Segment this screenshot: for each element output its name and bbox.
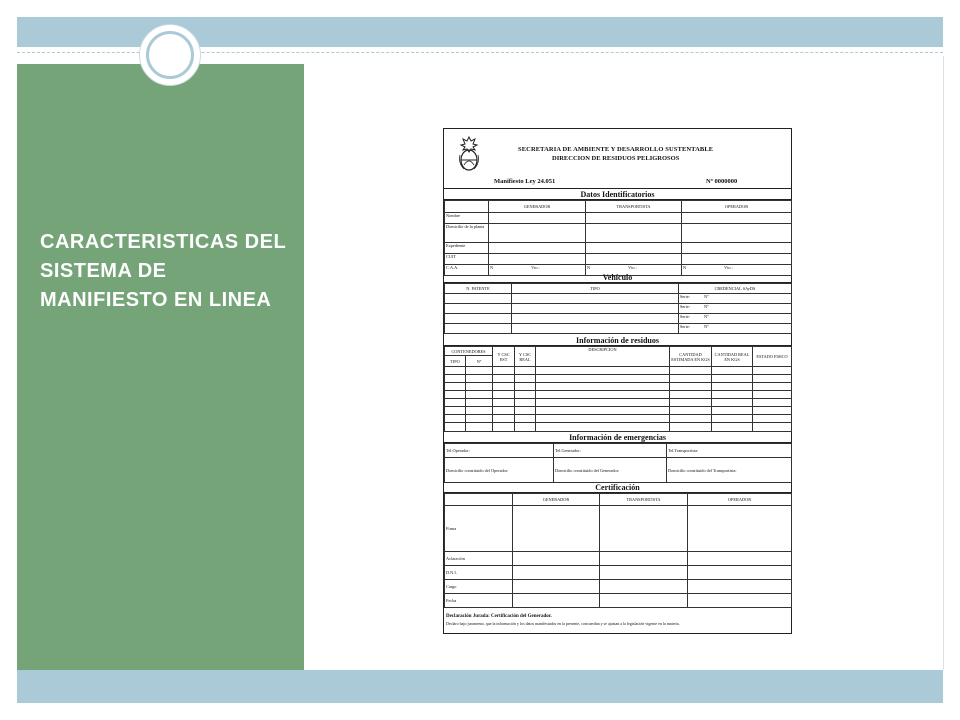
slide-title: CARACTERISTICAS DEL SISTEMA DE MANIFIESTO EN LINEA [40,231,286,311]
declaracion-title: Declaración Jurada: Certificación del Generador. [446,614,552,619]
section-emergencias-title: Información de emergencias [444,432,791,443]
tel-generador: Tel.Generador: [554,444,667,458]
col-tipo: TIPO [445,356,466,367]
section-vehiculo-title: Vehículo [444,272,791,283]
serie-cell [679,304,792,314]
serie-label: Serie: [680,304,691,309]
declaracion-text: Declaro bajo juramento, que la información y los datos manifestados en la presente, concuerdan y se ajustan a la legislación vigente en la materia. [446,621,680,626]
residuos-table [444,346,792,432]
emergencias-table [444,443,792,483]
side-panel [17,64,304,670]
manifest-number: Nº 0000000 [706,178,738,185]
datos-col-operador: OPERADOR [682,201,792,213]
caa-n: N [587,265,591,270]
nro-label: Nº [704,304,709,309]
serie-cell [679,324,792,334]
org-line-1: SECRETARIA DE AMBIENTE Y DESARROLLO SUSTENTABLE [518,146,714,153]
datos-col-generador: GENERADOR [489,201,586,213]
datos-row-label: Nombre [445,213,489,224]
serie-cell [679,314,792,324]
datos-row-label: C.A.A. [445,265,489,276]
vehiculo-table [444,283,792,334]
caa-n: N [490,265,494,270]
bottom-accent-bar [17,670,943,703]
serie-label: Serie: [680,324,691,329]
cert-col-operador: OPERADOR [688,494,792,506]
col-cant-est: CANTIDAD ESTIMADA EN KGS [670,347,712,367]
circle-ornament [139,24,201,86]
cert-col-transportista: TRANSPORTISTA [600,494,688,506]
tel-transportista: Tel.Transportista: [667,444,792,458]
col-y-est: Y CSC EST [493,347,515,367]
nro-label: Nº [704,324,709,329]
section-datos-title: Datos Identificatorios [444,189,791,200]
serie-cell [679,294,792,304]
form-header [444,129,791,189]
circle-ring [146,31,194,79]
section-residuos-title: Información de residuos [444,335,791,346]
declaracion-block [446,613,790,628]
cert-col-generador: GENERADOR [513,494,600,506]
caa-vto: Vto.: [724,265,733,270]
dom-generador: Domicilio constituido del Generador: [554,458,667,483]
col-contenedores: CONTENEDORES [445,347,493,356]
caa-n: N [683,265,687,270]
certificacion-table [444,493,792,608]
datos-col-transportista: TRANSPORTISTA [586,201,682,213]
datos-row-label: CUIT [445,254,489,265]
cert-row-label: D.N.I. [445,566,513,580]
cert-row-label: Aclaración [445,552,513,566]
manifest-form-image [443,128,792,634]
caa-vto: Vto.: [628,265,637,270]
right-border-line [943,56,944,670]
tel-operador: Tel.Operador: [445,444,554,458]
cert-row-label: Fecha [445,594,513,608]
datos-row-label: Domicilio de la planta [445,224,489,243]
col-cant-real: CANTIDAD REAL EN KGS [712,347,753,367]
datos-row-label: Expediente [445,243,489,254]
section-certificacion-title: Certificación [444,482,791,493]
cert-row-label: Firma [445,506,513,552]
col-y-real: Y CSC REAL [515,347,536,367]
nro-label: Nº [704,314,709,319]
dom-operador: Domicilio constituido del Operador: [445,458,554,483]
col-descripcion: DESCRIPCION [536,347,670,367]
org-line-2: DIRECCION DE RESIDUOS PELIGROSOS [552,155,680,162]
coat-of-arms-icon [458,135,480,171]
col-estado: ESTADO FISICO [753,347,792,367]
serie-label: Serie: [680,314,691,319]
cert-row-label: Cargo [445,580,513,594]
nro-label: Nº [704,294,709,299]
vehiculo-col-patente: N. PATENTE [445,284,512,294]
datos-table [444,200,792,276]
dom-transportista: Domicilio constituido del Transportista: [667,458,792,483]
caa-vto: Vto.: [531,265,540,270]
serie-label: Serie: [680,294,691,299]
manifest-label: Manifiesto Ley 24.051 [494,178,556,185]
col-n: Nº [466,356,493,367]
vehiculo-col-credencial: CREDENCIAL SAyDS [679,284,792,294]
vehiculo-col-tipo: TIPO [512,284,679,294]
